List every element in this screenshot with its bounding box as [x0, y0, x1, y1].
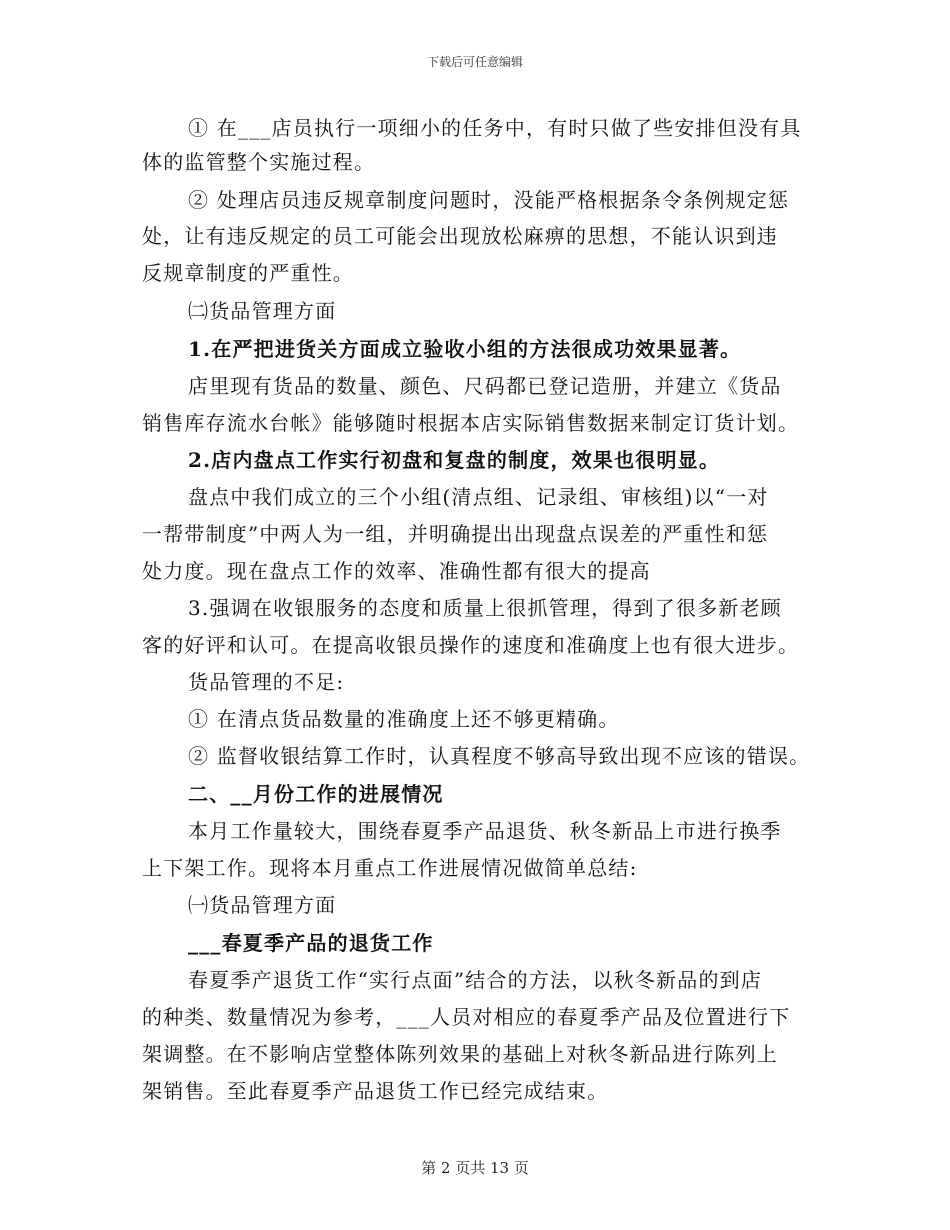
bold-heading: 二、__月份工作的进展情况 — [188, 782, 444, 806]
bold-heading: 2.店内盘点工作实行初盘和复盘的制度，效果也很明显。 — [188, 448, 721, 472]
paragraph-line: 处力度。现在盘点工作的效率、准确性都有很大的提高 — [142, 559, 651, 583]
paragraph-line: 盘点中我们成立的三个小组(清点组、记录组、审核组)以“一对 — [188, 485, 769, 509]
paragraph-line: 货品管理的不足: — [188, 670, 345, 694]
paragraph-line: 架销售。至此春夏季产品退货工作已经完成结束。 — [142, 1079, 609, 1103]
page-footer: 第 2 页共 13 页 — [421, 1159, 529, 1177]
section-heading: ㈠货品管理方面 — [188, 893, 337, 917]
paragraph-line: 体的监管整个实施过程。 — [142, 150, 376, 174]
paragraph-line: ② 监督收银结算工作时，认真程度不够高导致出现不应该的错误。 — [188, 744, 811, 768]
paragraph-line: 处，让有违反规定的员工可能会出现放松麻痹的思想，不能认识到违 — [142, 224, 778, 248]
paragraph-line: 销售库存流水台帐》能够随时根据本店实际销售数据来制定订货计划。 — [142, 411, 800, 435]
page-header: 下载后可任意编辑 — [426, 55, 523, 69]
bold-heading: ___春夏季产品的退货工作 — [188, 931, 434, 955]
paragraph-line: ① 在清点货品数量的准确度上还不够更精确。 — [188, 707, 620, 731]
paragraph-line: 本月工作量较大，围绕春夏季产品退货、秋冬新品上市进行换季 — [188, 819, 782, 843]
section-heading: ㈡货品管理方面 — [188, 299, 337, 323]
paragraph-line: 店里现有货品的数量、颜色、尺码都已登记造册，并建立《货品 — [188, 374, 782, 398]
bold-heading: 1.在严把进货关方面成立验收小组的方法很成功效果显著。 — [188, 337, 742, 361]
paragraph-line: 架调整。在不影响店堂整体陈列效果的基础上对秋冬新品进行陈列上 — [142, 1042, 778, 1066]
paragraph-line: 的种类、数量情况为参考，___人员对相应的春夏季产品及位置进行下 — [142, 1005, 791, 1029]
paragraph-line: ① 在___店员执行一项细小的任务中，有时只做了些安排但没有具 — [188, 116, 802, 140]
paragraph-line: 一帮带制度”中两人为一组，并明确提出出现盘点误差的严重性和惩 — [142, 522, 769, 546]
paragraph-line: 上下架工作。现将本月重点工作进展情况做简单总结: — [142, 856, 638, 880]
paragraph-line: 春夏季产退货工作“实行点面”结合的方法，以秋冬新品的到店 — [188, 968, 763, 992]
paragraph-line: 3.强调在收银服务的态度和质量上很抓管理，得到了很多新老顾 — [188, 596, 782, 620]
paragraph-line: ② 处理店员违反规章制度问题时，没能严格根据条令条例规定惩 — [188, 188, 790, 212]
paragraph-line: 客的好评和认可。在提高收银员操作的速度和准确度上也有很大进步。 — [142, 633, 800, 657]
paragraph-line: 反规章制度的严重性。 — [142, 261, 354, 285]
